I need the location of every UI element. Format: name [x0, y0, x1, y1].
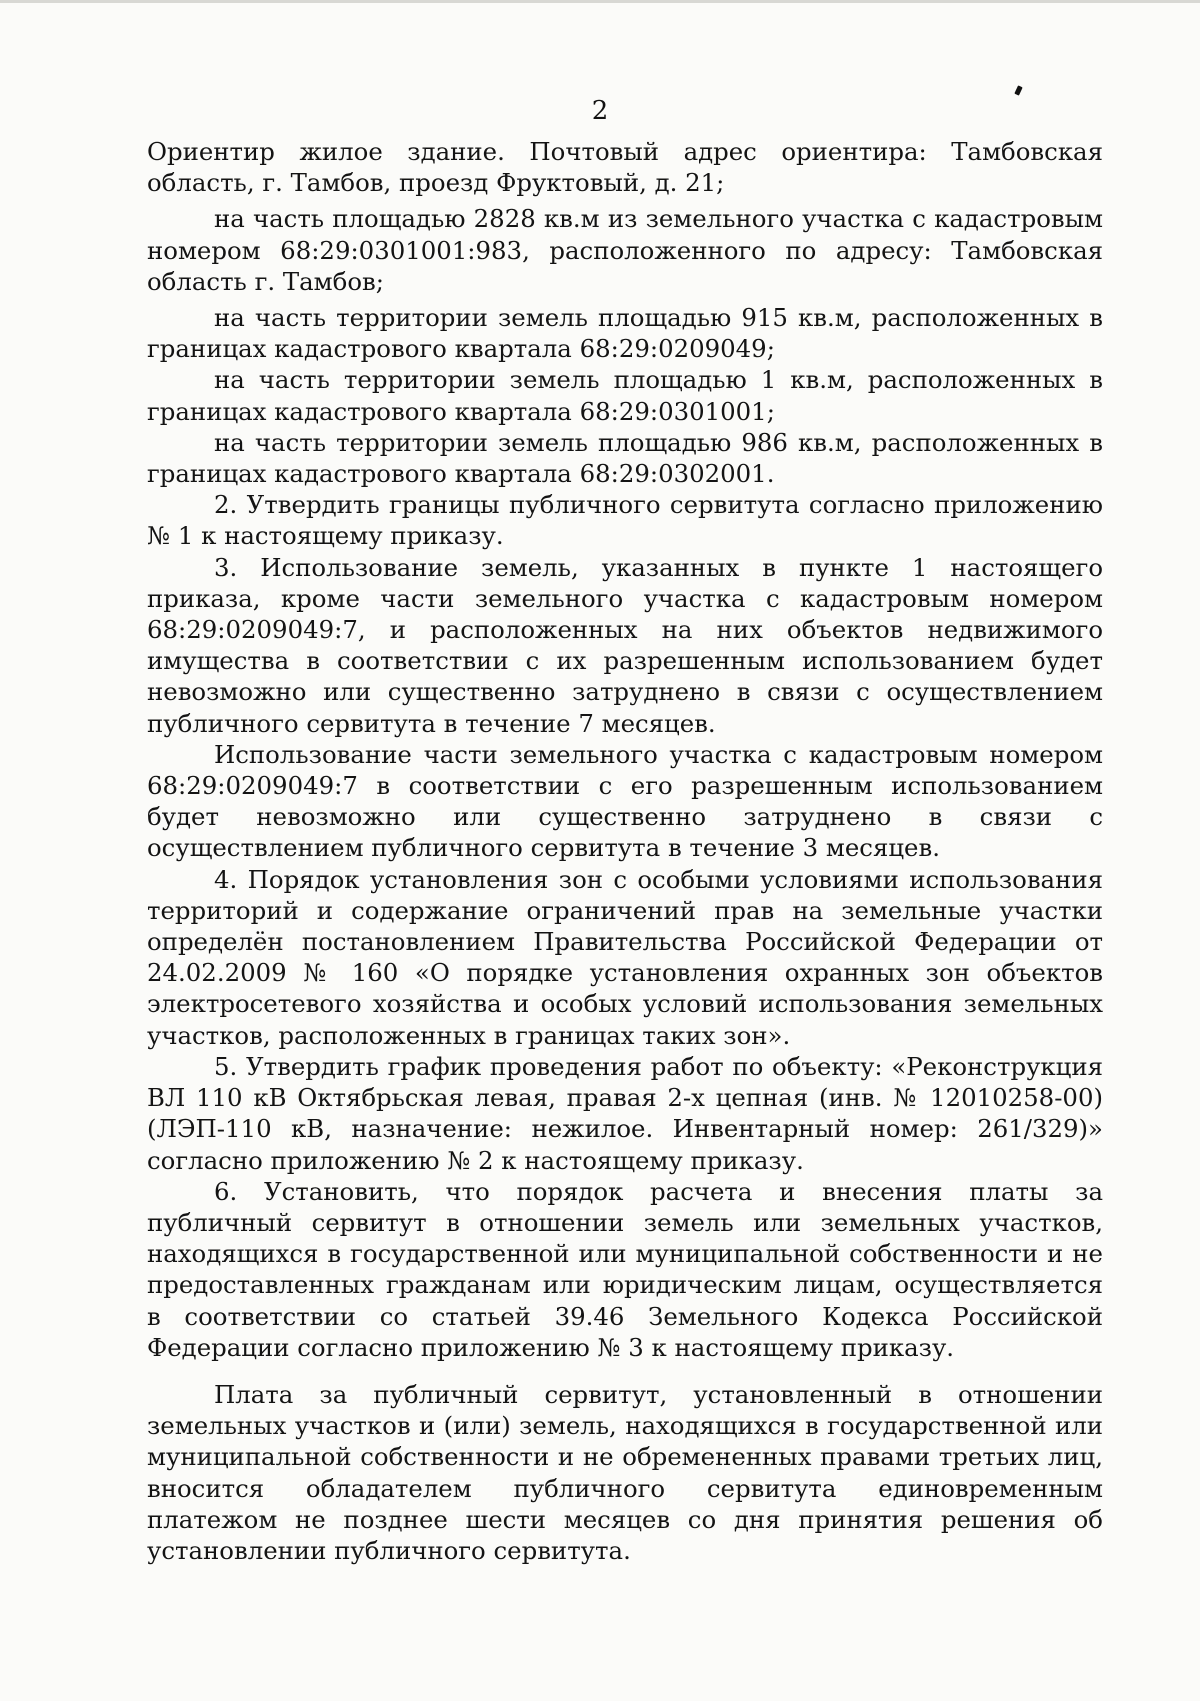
paragraph: 4. Порядок установления зон с особыми условиями использования территорий и содержание ограничений прав на земельные участки определён постановлением Правительства Российской Федерации от 24.02.2009 № 160 «О порядке установления охранных зон объектов электросетевого хозяйства и особых условий использования земельных участков, расположенных в границах таких зон».: [147, 864, 1103, 1050]
paragraph: на часть территории земель площадью 986 кв.м, расположенных в границах кадастрового квартала 68:29:0302001.: [147, 427, 1103, 489]
paragraph: на часть площадью 2828 кв.м из земельного участка с кадастровым номером 68:29:0301001:983, расположенного по адресу: Тамбовская область г. Тамбов;: [147, 204, 1103, 296]
page-number: 2: [591, 96, 609, 126]
paragraph: Ориентир жилое здание. Почтовый адрес ориентира: Тамбовская область, г. Тамбов, проезд Фруктовый, д. 21;: [147, 137, 1103, 198]
paragraph: 5. Утвердить график проведения работ по объекту: «Реконструкция ВЛ 110 кВ Октябрьская левая, правая 2-х цепная (инв. № 12010258-00) (ЛЭП-110 кВ, назначение: нежилое. Инвентарный номер: 261/329)» согласно приложению № 2 к настоящему приказу.: [147, 1051, 1103, 1175]
scan-speck: [1014, 85, 1022, 95]
paragraph: 2. Утвердить границы публичного сервитута согласно приложению № 1 к настоящему приказу.: [147, 490, 1103, 551]
paragraph: Плата за публичный сервитут, установленный в отношении земельных участков и (или) земель, находящихся в государственной или муниципальной собственности и не обремененных правами третьих лиц, вносится обладателем публичного сервитута единовременным платежом не позднее шести месяцев со дня принятия решения об установлении публичного сервитута.: [147, 1379, 1103, 1565]
paragraph: 6. Установить, что порядок расчета и внесения платы за публичный сервитут в отношении земель или земельных участков, находящихся в государственной или муниципальной собственности и не предоставленных гражданам или юридическим лицам, осуществляется в соответствии со статьей 39.46 Земельного Кодекса Российской Федерации согласно приложению № 3 к настоящему приказу.: [147, 1176, 1103, 1362]
paragraph: на часть территории земель площадью 1 кв.м, расположенных в границах кадастрового квартала 68:29:0301001;: [147, 365, 1103, 426]
document-body: [147, 136, 1103, 1566]
scan-edge: [0, 0, 1200, 3]
paragraph: 3. Использование земель, указанных в пункте 1 настоящего приказа, кроме части земельного участка с кадастровым номером 68:29:0209049:7, и расположенных на них объектов недвижимого имущества в соответствии с их разрешенным использованием будет невозможно или существенно затруднено в связи с осуществлением публичного сервитута в течение 7 месяцев.: [147, 552, 1103, 738]
paragraph: Использование части земельного участка с кадастровым номером 68:29:0209049:7 в соответствии с его разрешенным использованием будет невозможно или существенно затруднено в связи с осуществлением публичного сервитута в течение 3 месяцев.: [147, 739, 1103, 863]
paragraph: на часть территории земель площадью 915 кв.м, расположенных в границах кадастрового квартала 68:29:0209049;: [147, 303, 1103, 364]
